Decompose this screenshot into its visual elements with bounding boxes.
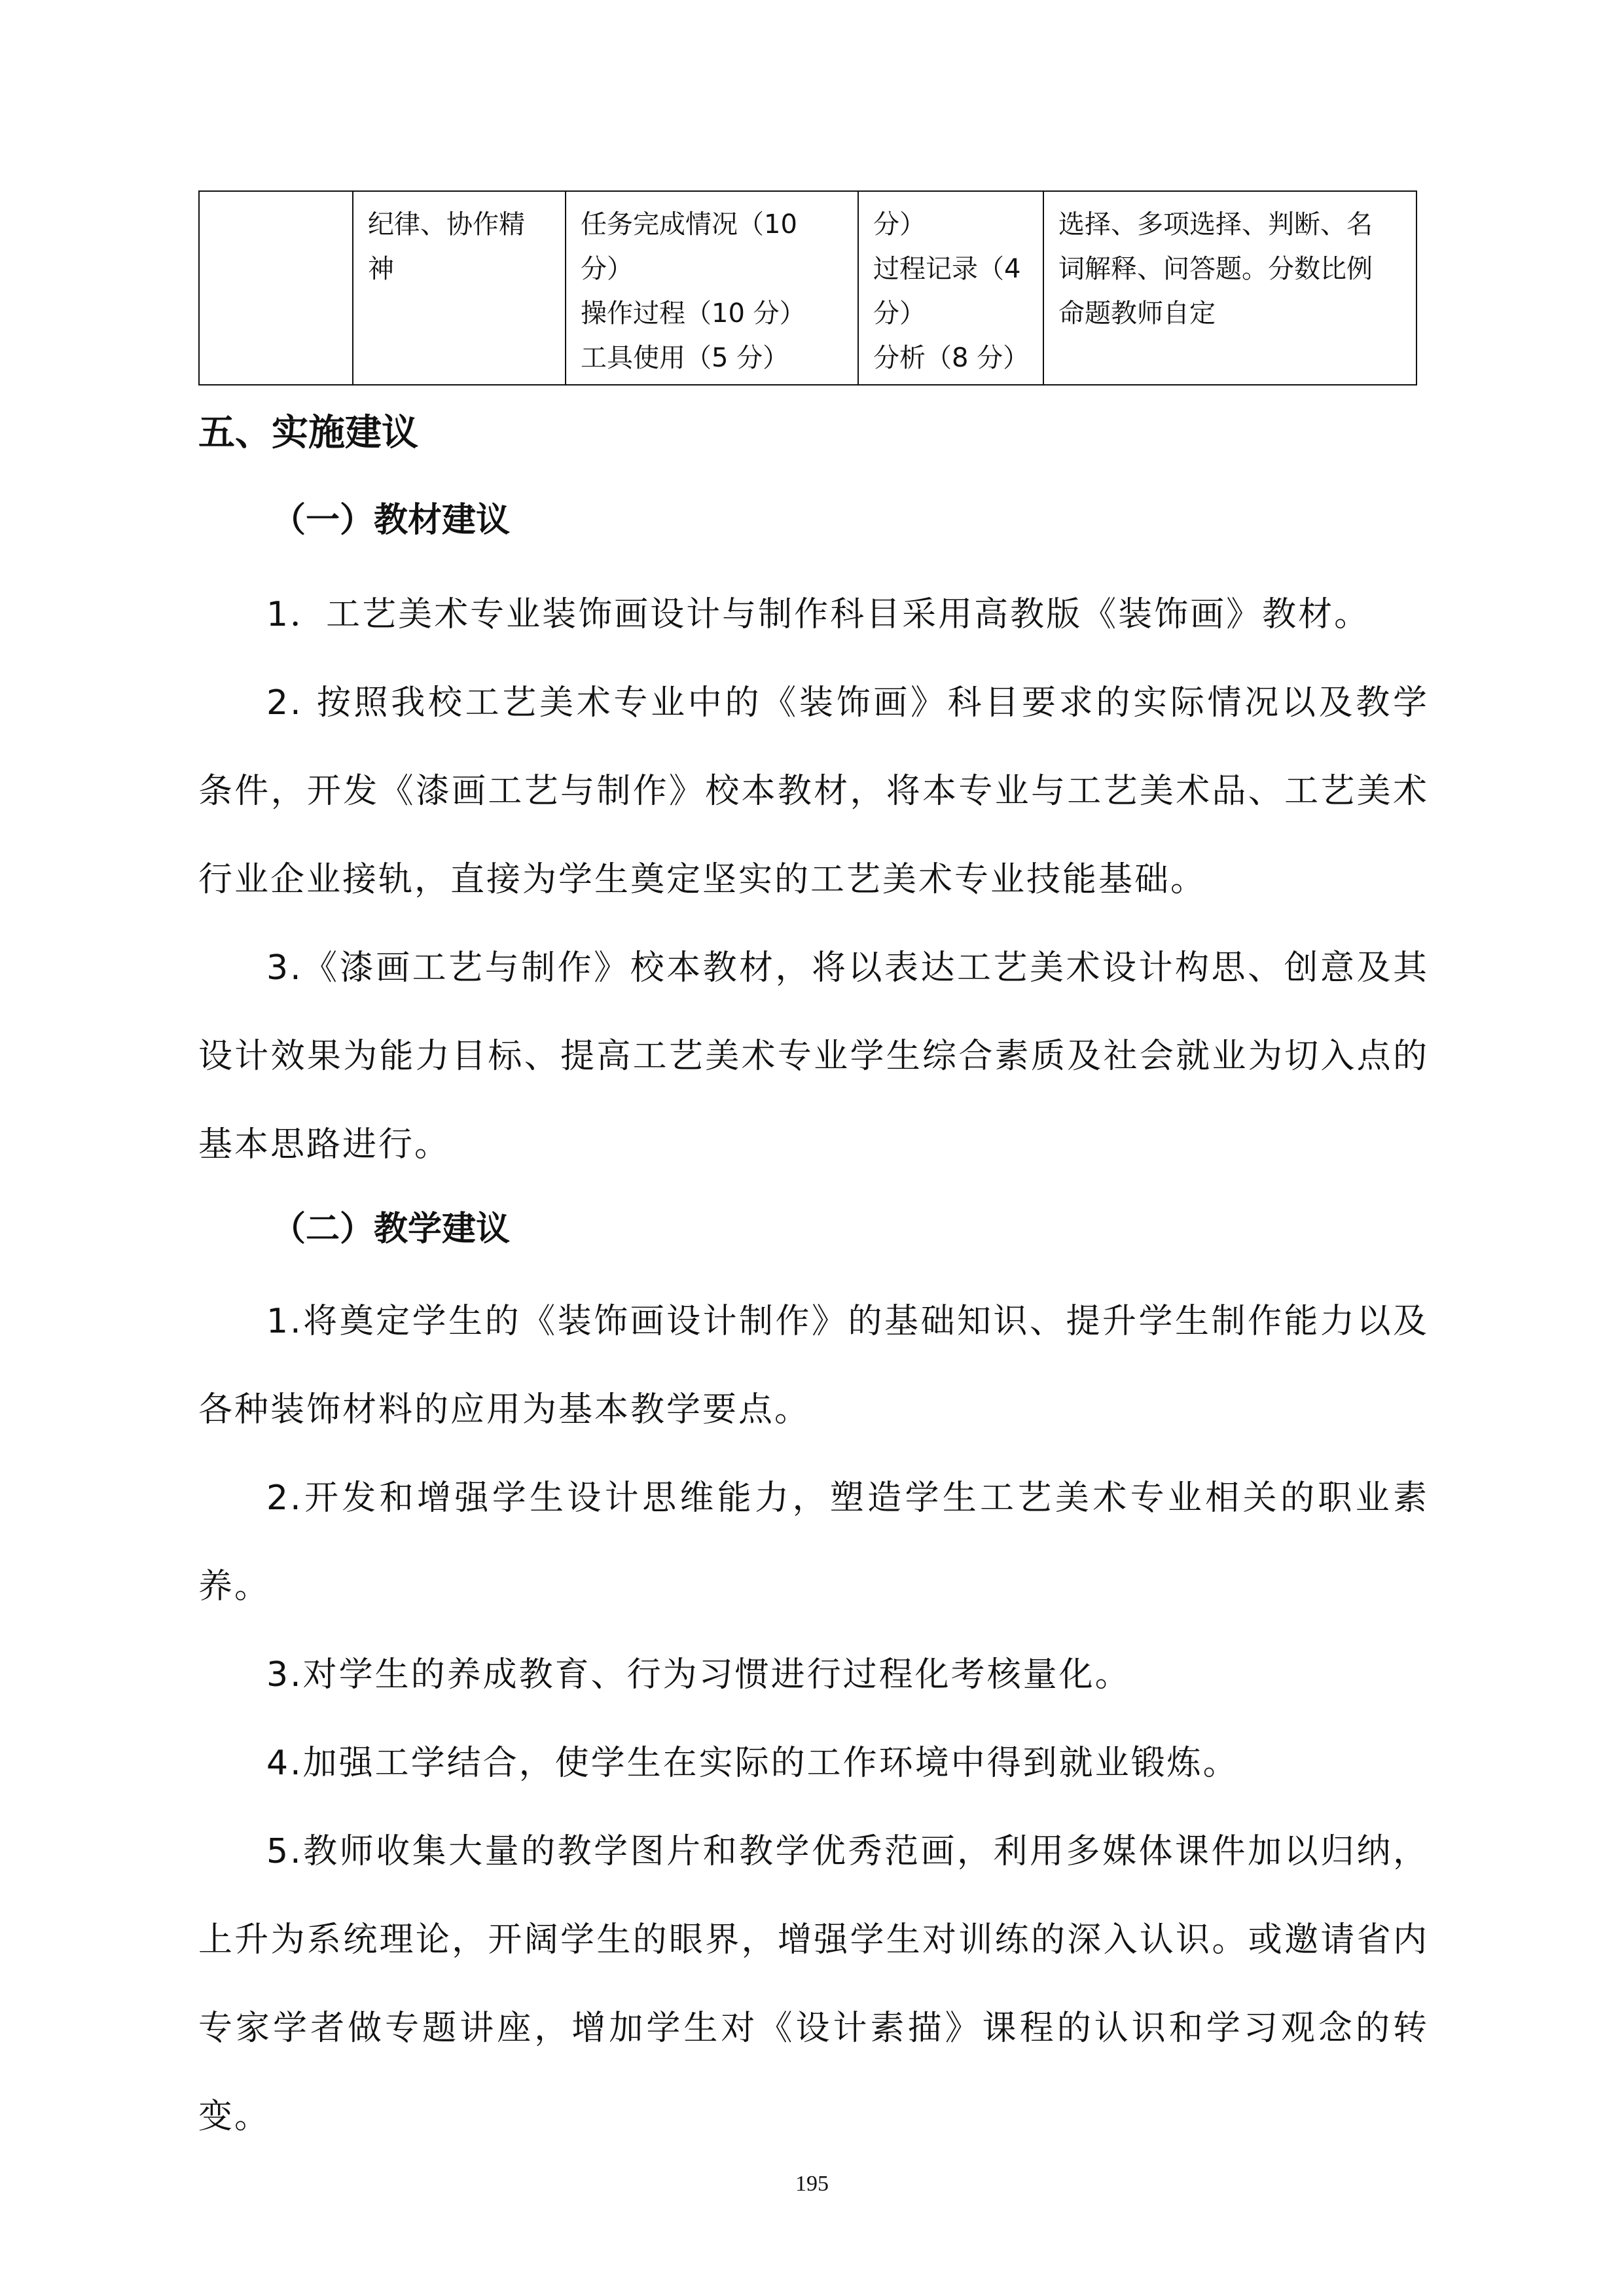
cell-line: 词解释、问答题。分数比例 <box>1058 254 1373 284</box>
paragraph-teaching-3: 3.对学生的养成教育、行为习惯进行过程化考核量化。 <box>266 1655 1131 1695</box>
paragraph-teaching-4: 4.加强工学结合，使学生在实际的工作环境中得到就业锻炼。 <box>266 1744 1239 1783</box>
subsection-title-materials: （一）教材建议 <box>272 501 511 540</box>
cell-line: 工具使用（5 分） <box>581 343 789 373</box>
paragraph-materials-1: 1．工艺美术专业装饰画设计与制作科目采用高教版《装饰画》教材。 <box>266 595 1371 634</box>
cell-line: 神 <box>368 254 394 284</box>
paragraph-teaching-5: 5.教师收集大量的教学图片和教学优秀范画，利用多媒体课件加以归纳，上升为系统理论，开阔学生的眼界，增强学生对训练的深入认识。或邀请省内专家学者做专题讲座，增加学生对《设计素描》课程的认识和学习观念的转变。 <box>198 1832 1429 2136</box>
cell-line: 过程记录（4 <box>873 254 1021 284</box>
cell-line: 纪律、协作精 <box>368 209 525 240</box>
table-cell-attitude <box>353 191 566 385</box>
paragraph-materials-2: 2. 按照我校工艺美术专业中的《装饰画》科目要求的实际情况以及教学条件，开发《漆画工艺与制作》校本教材，将本专业与工艺美术品、工艺美术行业企业接轨，直接为学生奠定坚实的工艺美术专业技能基础。 <box>198 683 1429 899</box>
cell-line: 命题教师自定 <box>1058 298 1216 329</box>
cell-line: 操作过程（10 分） <box>581 298 806 329</box>
table-cell-exam <box>1043 191 1416 385</box>
cell-line: 分） <box>873 298 926 329</box>
paragraph-teaching-1: 1.将奠定学生的《装饰画设计制作》的基础知识、提升学生制作能力以及各种装饰材料的应用为基本教学要点。 <box>198 1302 1429 1429</box>
table-cell-task <box>566 191 858 385</box>
paragraph-teaching-2: 2.开发和增强学生设计思维能力，塑造学生工艺美术专业相关的职业素养。 <box>198 1479 1429 1606</box>
table-cell-record <box>858 191 1043 385</box>
page-number: 195 <box>795 2172 829 2196</box>
table-cell-empty <box>199 191 353 385</box>
cell-line: 分） <box>581 254 633 284</box>
cell-line: 分） <box>873 209 926 240</box>
table-row <box>199 191 1416 385</box>
cell-line: 任务完成情况（10 <box>581 209 797 240</box>
assessment-table <box>198 190 1417 386</box>
cell-line: 选择、多项选择、判断、名 <box>1058 209 1373 240</box>
paragraph-materials-3: 3.《漆画工艺与制作》校本教材，将以表达工艺美术设计构思、创意及其设计效果为能力目标、提高工艺美术专业学生综合素质及社会就业为切入点的基本思路进行。 <box>198 948 1429 1164</box>
section-title: 五、实施建议 <box>198 412 418 454</box>
cell-line: 分析（8 分） <box>873 343 1030 373</box>
subsection-title-teaching: （二）教学建议 <box>272 1210 511 1249</box>
